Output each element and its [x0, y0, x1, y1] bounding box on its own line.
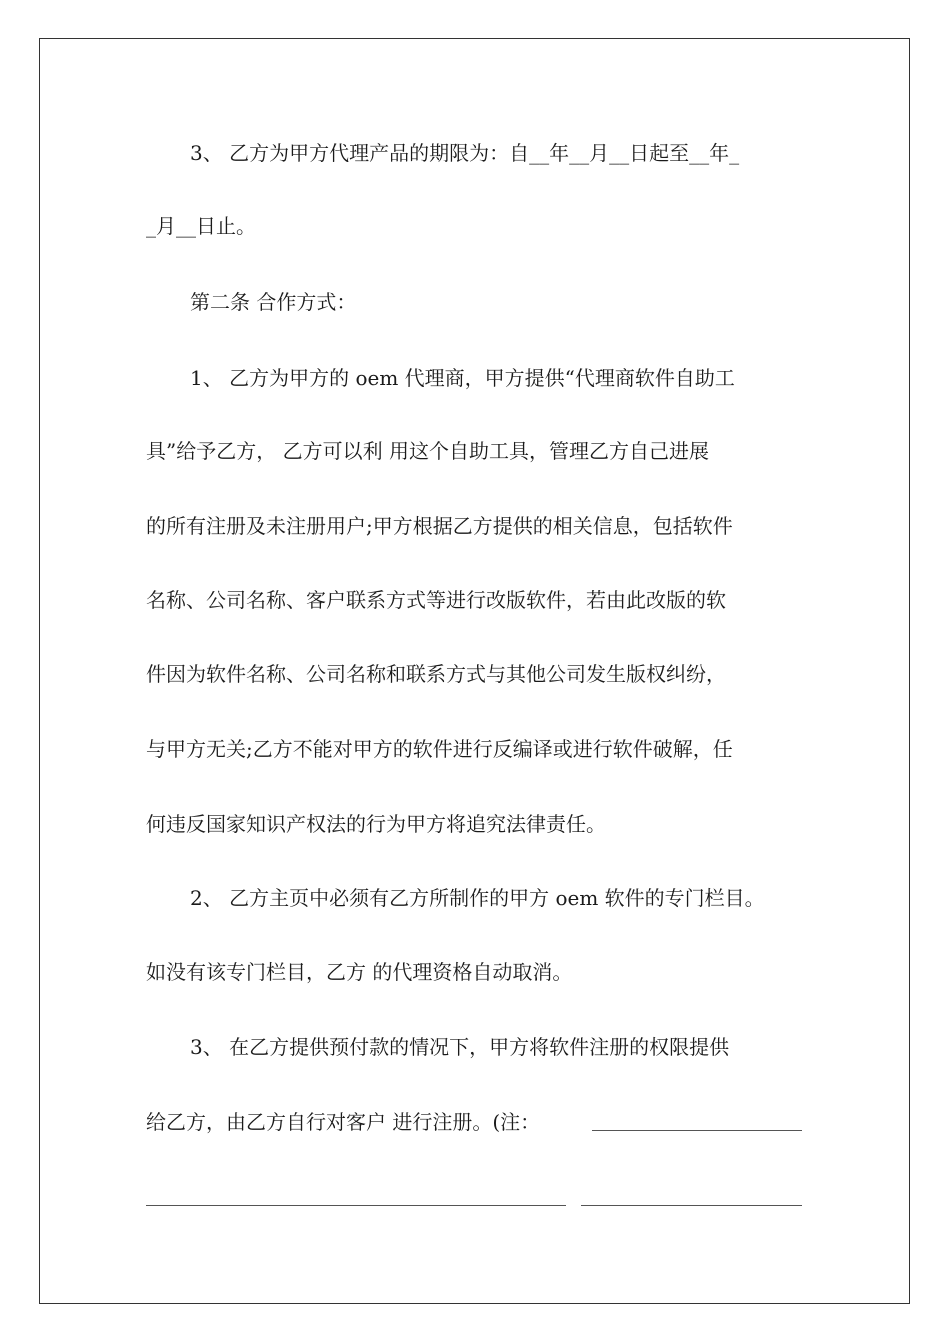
clause-2-1-line-7: 何违反国家知识产权法的行为甲方将追究法律责任。: [146, 812, 606, 836]
clause-2-3-line-1: 3、 在乙方提供预付款的情况下，甲方将软件注册的权限提供: [190, 1035, 730, 1059]
clause-1-3-line-2: _月__日止。: [146, 214, 256, 238]
clause-2-2-line-2: 如没有该专门栏目，乙方 的代理资格自动取消。: [146, 960, 573, 984]
clause-2-3-line-2: 给乙方，由乙方自行对客户 进行注册。(注：: [146, 1110, 541, 1134]
blank-fill-line-3: [581, 1205, 802, 1206]
clause-2-1-line-1: 1、 乙方为甲方的 oem 代理商，甲方提供“代理商软件自助工: [190, 366, 735, 390]
clause-2-1-line-4: 名称、公司名称、客户联系方式等进行改版软件，若由此改版的软: [146, 588, 726, 612]
clause-2-1-line-3: 的所有注册及未注册用户;甲方根据乙方提供的相关信息，包括软件: [146, 514, 733, 538]
clause-2-1-line-6: 与甲方无关;乙方不能对甲方的软件进行反编译或进行软件破解，任: [146, 737, 733, 761]
clause-1-3-line-1: 3、 乙方为甲方代理产品的期限为：自__年__月__日起至__年_: [190, 141, 740, 165]
clause-2-1-line-2: 具”给予乙方， 乙方可以利 用这个自助工具，管理乙方自己进展: [146, 439, 709, 463]
clause-2-2-line-1: 2、 乙方主页中必须有乙方所制作的甲方 oem 软件的专门栏目。: [190, 886, 765, 910]
blank-fill-line-1: [592, 1130, 802, 1131]
blank-fill-line-2: [146, 1205, 566, 1206]
article-2-heading: 第二条 合作方式：: [190, 290, 357, 314]
clause-2-1-line-5: 件因为软件名称、公司名称和联系方式与其他公司发生版权纠纷，: [146, 662, 726, 686]
